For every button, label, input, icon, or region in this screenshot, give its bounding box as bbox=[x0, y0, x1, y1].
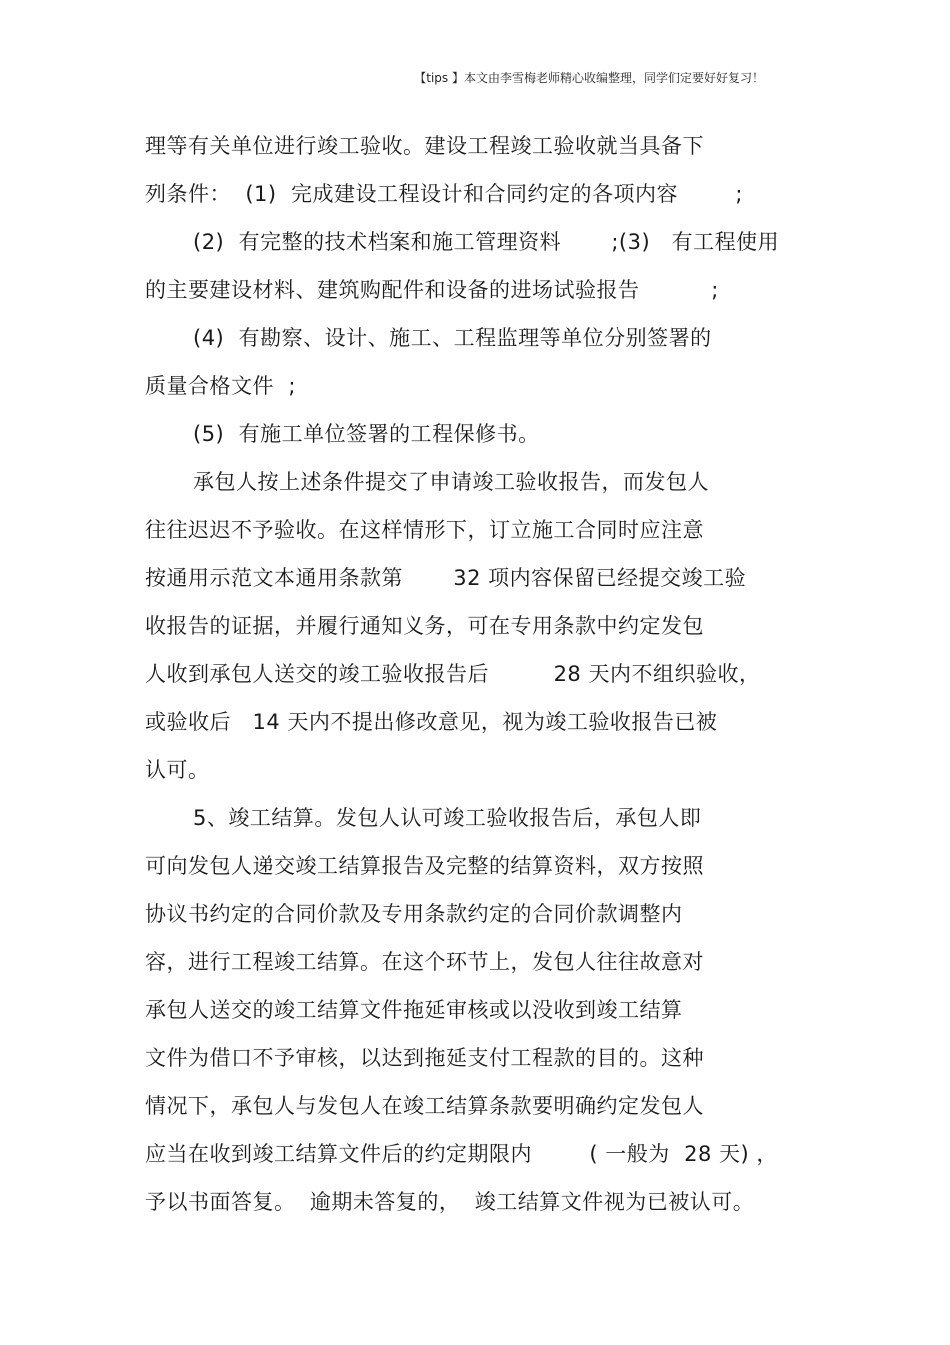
text-line: 协议书约定的合同价款及专用条款约定的合同价款调整内 bbox=[145, 902, 683, 926]
text-line: 列条件： (1) 完成建设工程设计和合同约定的各项内容 ; bbox=[145, 182, 743, 206]
text-line: 认可。 bbox=[145, 758, 210, 782]
text-line: 人收到承包人送交的竣工验收报告后 28 天内不组织验收， bbox=[145, 662, 761, 686]
text-line: 应当在收到竣工结算文件后的约定期限内 ( 一般为 28 天) ， bbox=[145, 1142, 778, 1166]
text-line: 或验收后 14 天内不提出修改意见，视为竣工验收报告已被 bbox=[145, 710, 718, 734]
text-line: 往往迟迟不予验收。在这样情形下，订立施工合同时应注意 bbox=[145, 518, 704, 542]
text-line: 质量合格文件 ; bbox=[145, 374, 296, 398]
text-line: 情况下，承包人与发包人在竣工结算条款要明确约定发包人 bbox=[145, 1094, 704, 1118]
text-line: 的主要建设材料、建筑购配件和设备的进场试验报告 ; bbox=[145, 278, 719, 302]
text-line: 文件为借口不予审核，以达到拖延支付工程款的目的。这种 bbox=[145, 1046, 704, 1070]
text-line: 按通用示范文本通用条款第 32 项内容保留已经提交竣工验 bbox=[145, 566, 747, 590]
text-line: 5、竣工结算。发包人认可竣工验收报告后，承包人即 bbox=[193, 806, 702, 830]
text-line: (5) 有施工单位签署的工程保修书。 bbox=[193, 422, 540, 446]
text-line: (2) 有完整的技术档案和施工管理资料 ;(3) 有工程使用 bbox=[193, 230, 780, 254]
header-tip: 【tips 】本文由李雪梅老师精心收编整理，同学们定要好好复习！ bbox=[414, 71, 764, 85]
text-line: 可向发包人递交竣工结算报告及完整的结算资料，双方按照 bbox=[145, 854, 704, 878]
text-line: (4) 有勘察、设计、施工、工程监理等单位分别签署的 bbox=[193, 326, 712, 350]
text-line: 承包人送交的竣工结算文件拖延审核或以没收到竣工结算 bbox=[145, 998, 683, 1022]
text-line: 予以书面答复。 逾期未答复的， 竣工结算文件视为已被认可。 bbox=[145, 1190, 755, 1214]
text-line: 收报告的证据，并履行通知义务，可在专用条款中约定发包 bbox=[145, 614, 704, 638]
text-line: 承包人按上述条件提交了申请竣工验收报告，而发包人 bbox=[193, 470, 709, 494]
text-line: 理等有关单位进行竣工验收。建设工程竣工验收就当具备下 bbox=[145, 134, 704, 158]
text-line: 容，进行工程竣工结算。在这个环节上，发包人往往故意对 bbox=[145, 950, 704, 974]
